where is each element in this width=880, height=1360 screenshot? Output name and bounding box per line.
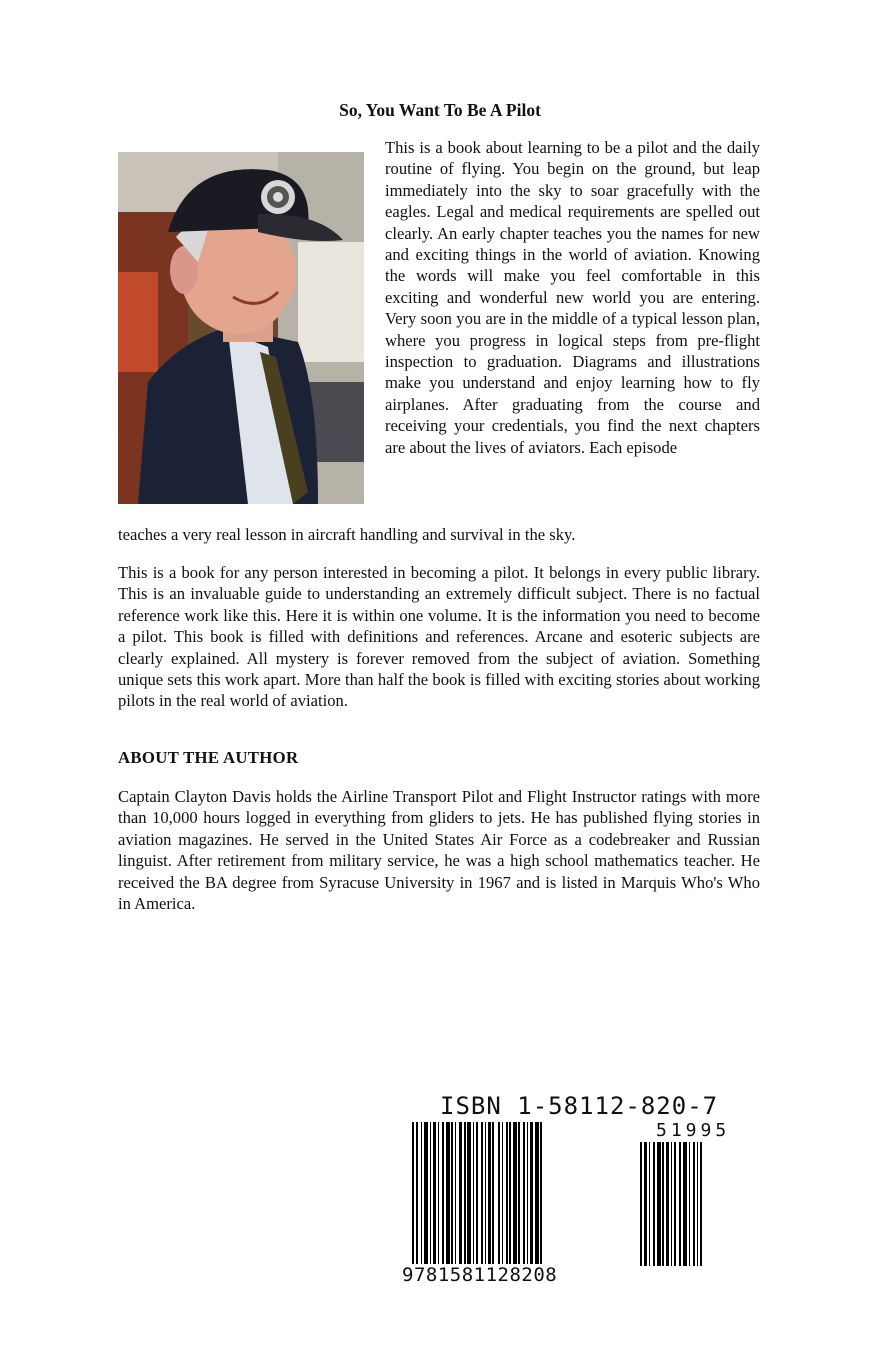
barcode-bar bbox=[644, 1142, 647, 1266]
barcode-bar bbox=[530, 1122, 533, 1266]
barcode-bar bbox=[697, 1142, 698, 1266]
barcode-bar bbox=[473, 1122, 474, 1266]
barcode-bar bbox=[657, 1142, 661, 1266]
barcode-bar bbox=[679, 1142, 681, 1266]
barcode-bar bbox=[506, 1122, 508, 1266]
barcode-bar bbox=[666, 1142, 669, 1266]
barcode-bar bbox=[467, 1122, 471, 1266]
barcode-bar bbox=[442, 1122, 444, 1266]
barcode-bar bbox=[451, 1122, 453, 1266]
description-paragraph: This is a book for any person interested in becoming a pilot. It belongs in every public library. This is an invaluable guide to understanding an extremely difficult subject. There is no factual reference work like this. Here it is within one volume. It is the information you need to become a pilot. This book is filled with definitions and references. Arcane and esoteric subjects are clearly explained. All mystery is forever removed from the subject of aviation. Something unique sets this work apart. More than half the book is filled with exciting stories about working pilots in the real world of aviation. bbox=[118, 563, 760, 711]
barcode-bar bbox=[502, 1122, 503, 1266]
price-code: 51995 bbox=[656, 1120, 731, 1141]
barcode-bar bbox=[424, 1122, 428, 1266]
barcode-bar bbox=[518, 1122, 520, 1266]
addon-barcode-bars bbox=[640, 1142, 745, 1282]
barcode-bar bbox=[513, 1122, 517, 1266]
barcode-bar bbox=[649, 1142, 650, 1266]
barcode-bar bbox=[433, 1122, 436, 1266]
barcode-bar bbox=[693, 1142, 695, 1266]
isbn-label: ISBN 1-58112-820-7 bbox=[440, 1092, 719, 1120]
barcode-bar bbox=[446, 1122, 450, 1266]
barcode-bar bbox=[540, 1122, 542, 1282]
barcode-bar bbox=[674, 1142, 676, 1266]
barcode-bar bbox=[488, 1122, 491, 1266]
barcode-bar bbox=[523, 1122, 525, 1266]
book-title: So, You Want To Be A Pilot bbox=[339, 100, 541, 120]
barcode-bar bbox=[476, 1122, 478, 1266]
barcode-bar bbox=[421, 1122, 422, 1266]
barcode-bar bbox=[455, 1122, 456, 1266]
barcode-bar bbox=[481, 1122, 483, 1266]
barcode-bar bbox=[671, 1142, 672, 1266]
barcode-bar bbox=[653, 1142, 655, 1266]
barcode-bar bbox=[662, 1142, 664, 1266]
barcode-bar bbox=[412, 1122, 414, 1282]
intro-paragraph: This is a book about learning to be a pilot and the daily routine of flying. You begin on the ground, but leap immediately into the sky to soar gracefully with the eagles. Legal and medical requirements are spelled out clearly. An early chapter teaches you the names for new and exciting things in the world of aviation. Knowing the words will make you feel comfortable in this exciting and wonderful new world you are entering. Very soon you are in the middle of a typical lesson plan, where you progress in logical steps from pre-flight inspection to graduation. Diagrams and illustrations make you understand and enjoy learning how to fly airplanes. After graduating from the course and receiving your credentials, you find the next chapters are about the lives of aviators. Each episode bbox=[385, 138, 760, 457]
barcode-bar bbox=[459, 1122, 462, 1266]
barcode-bar bbox=[416, 1122, 418, 1282]
barcode-bar bbox=[509, 1122, 511, 1266]
barcode-bar bbox=[464, 1122, 466, 1266]
isbn-barcode bbox=[400, 1092, 760, 1292]
barcode-bar bbox=[527, 1122, 528, 1266]
barcode-bar bbox=[700, 1142, 702, 1266]
barcode-bar bbox=[689, 1142, 690, 1266]
author-photo bbox=[118, 152, 364, 504]
barcode-bar bbox=[498, 1122, 500, 1266]
intro-paragraph-tail: teaches a very real lesson in aircraft handling and survival in the sky. bbox=[118, 525, 576, 544]
barcode-bar bbox=[438, 1122, 439, 1266]
barcode-bar bbox=[535, 1122, 539, 1266]
ean-digits: 9781581128208 bbox=[402, 1264, 558, 1286]
barcode-bar bbox=[430, 1122, 431, 1266]
barcode-bar bbox=[683, 1142, 687, 1266]
barcode-bar bbox=[492, 1122, 494, 1266]
barcode-bar bbox=[485, 1122, 486, 1266]
about-author-heading: ABOUT THE AUTHOR bbox=[118, 748, 299, 767]
ean-barcode-bars bbox=[412, 1122, 622, 1282]
barcode-bar bbox=[640, 1142, 642, 1266]
author-bio-paragraph: Captain Clayton Davis holds the Airline Transport Pilot and Flight Instructor ratings with more than 10,000 hours logged in everything from gliders to jets. He has published flying stories in aviation magazines. He served in the United States Air Force as a codebreaker and Russian linguist. After retirement from military service, he was a high school mathematics teacher. He received the BA degree from Syracuse University in 1967 and is listed in Marquis Who's Who in America. bbox=[118, 787, 760, 914]
